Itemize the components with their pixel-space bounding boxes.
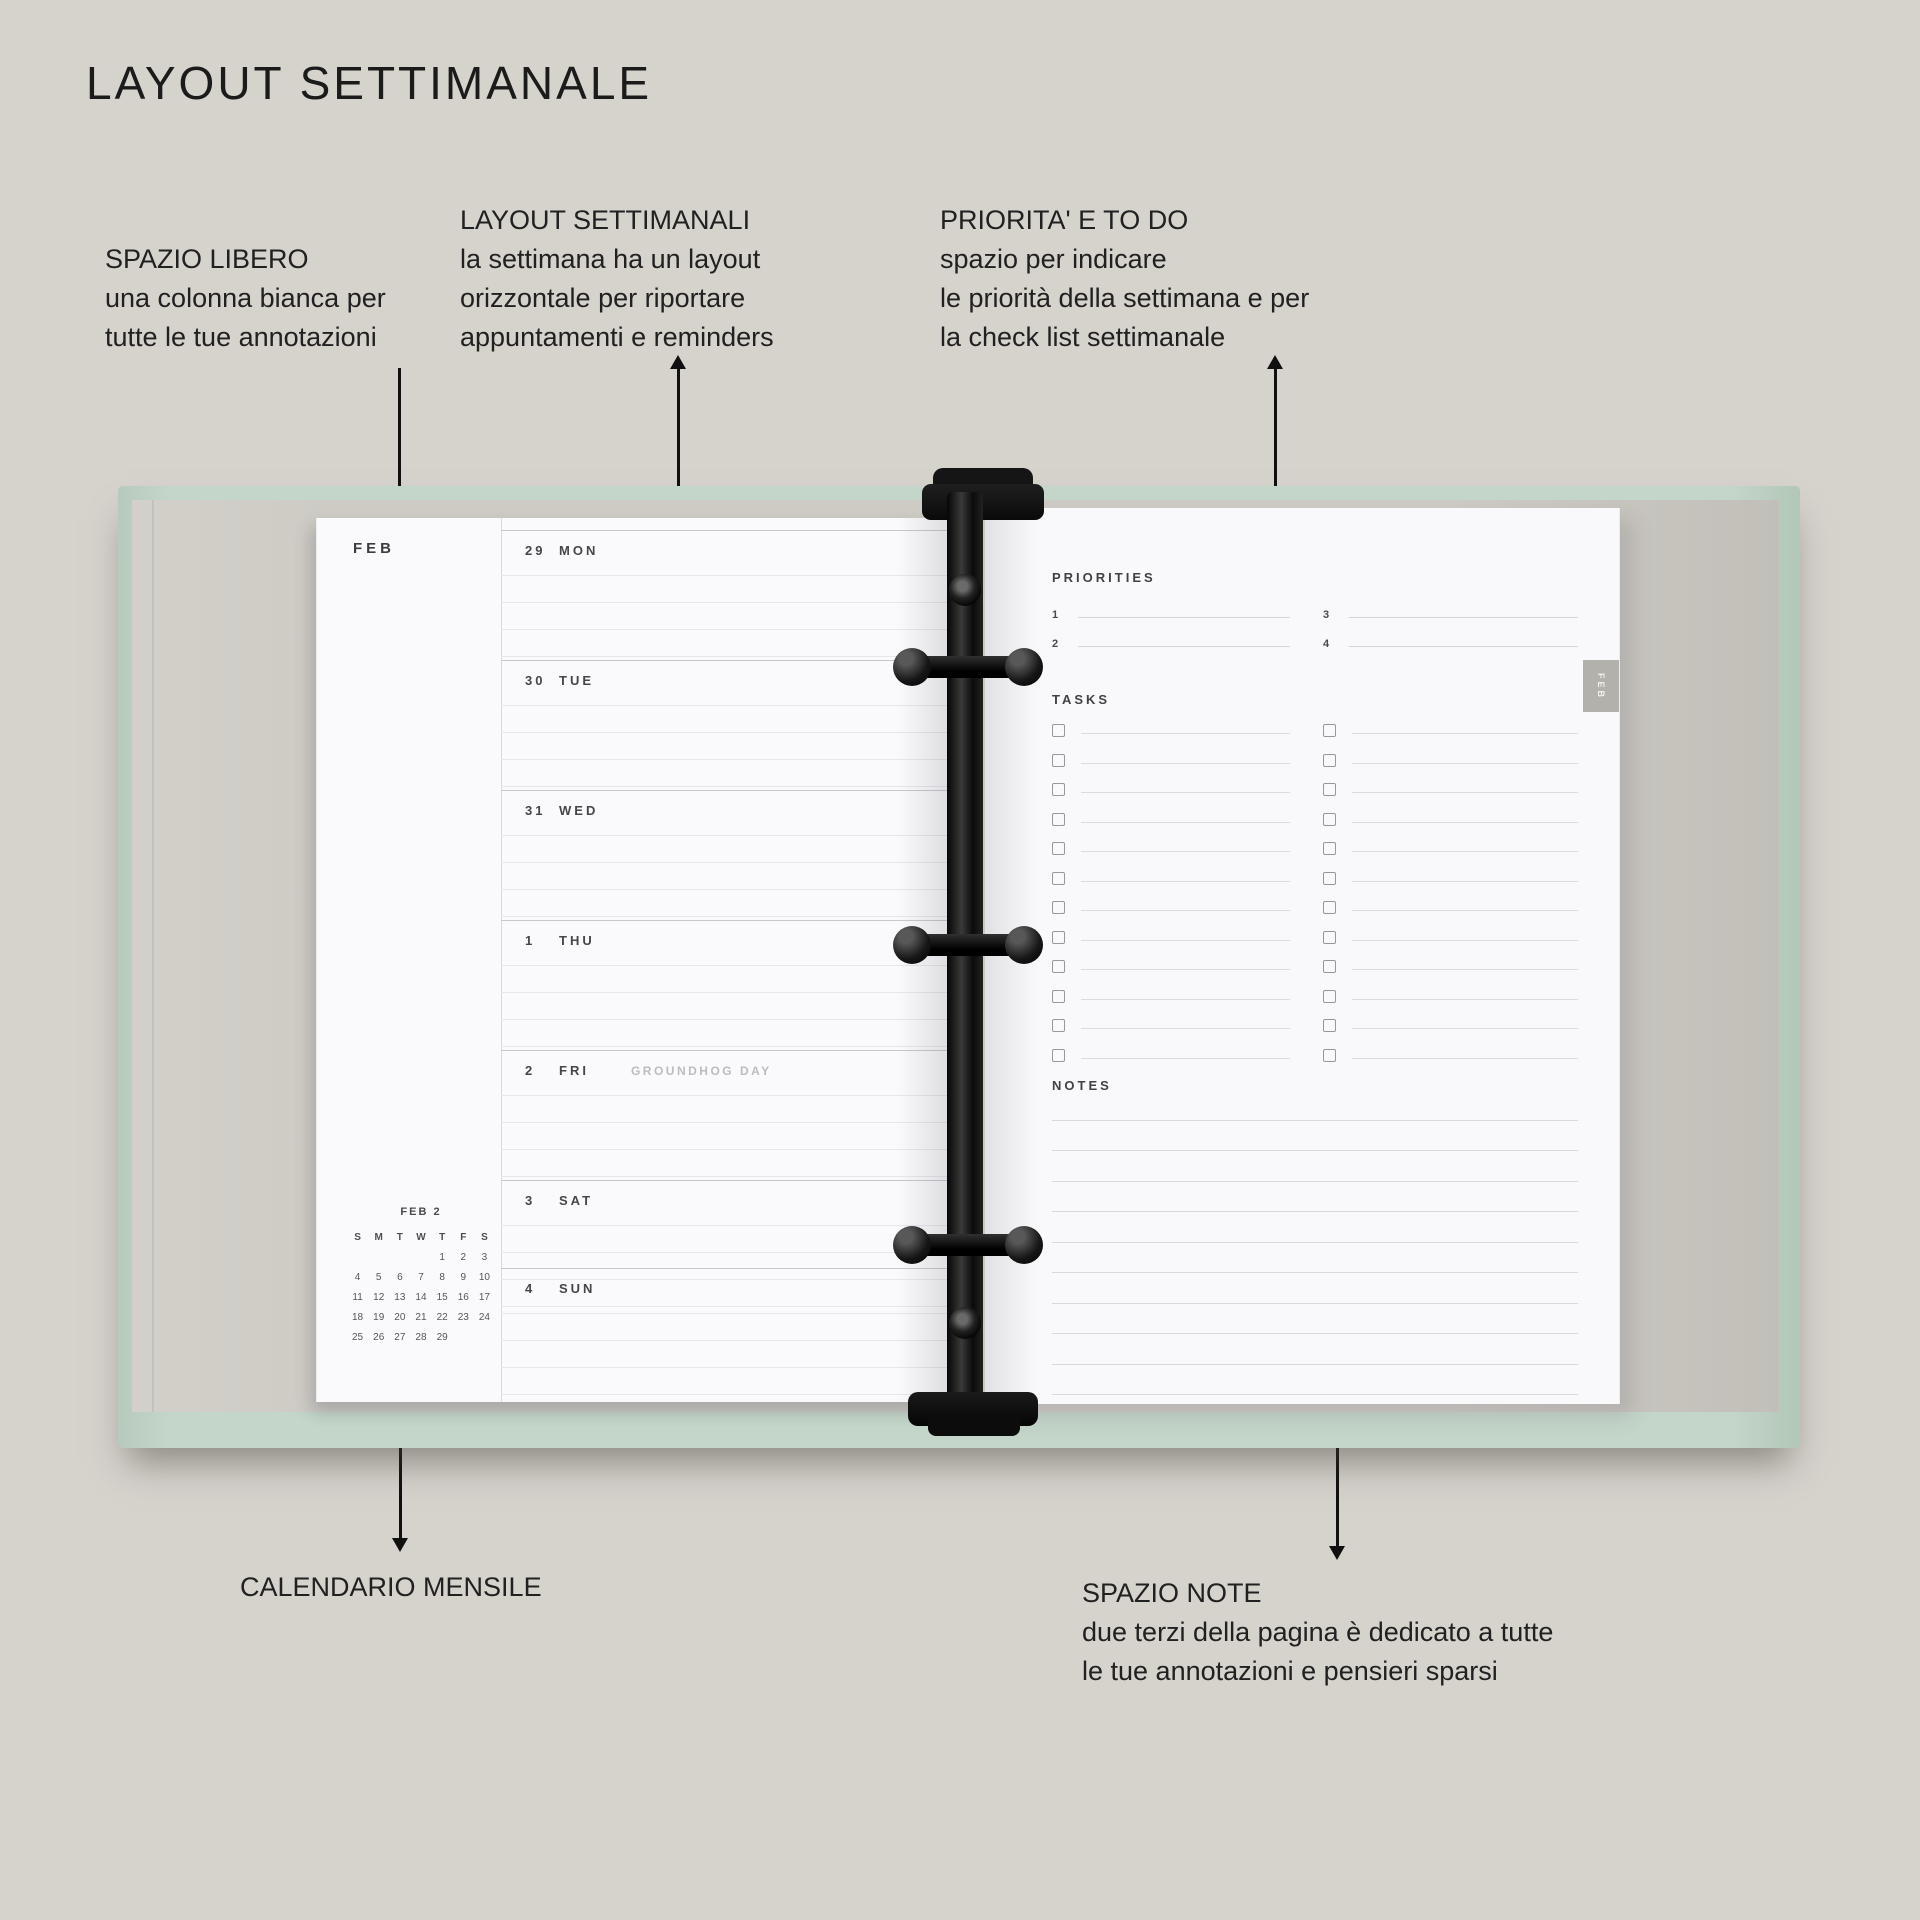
task-row xyxy=(1323,893,1578,923)
task-checkbox xyxy=(1323,960,1336,973)
task-row xyxy=(1052,864,1290,894)
task-line xyxy=(1081,940,1290,941)
task-row xyxy=(1052,775,1290,805)
priority-line xyxy=(1349,646,1578,647)
task-row xyxy=(1323,834,1578,864)
day-name: SAT xyxy=(559,1193,594,1208)
priority-number: 2 xyxy=(1052,637,1059,650)
mini-calendar-cell: 1 xyxy=(439,1251,445,1263)
day-rule-line xyxy=(501,1367,948,1368)
day-rule-line xyxy=(501,629,948,630)
mini-calendar-day-header: W xyxy=(416,1231,426,1243)
task-line xyxy=(1081,999,1290,1000)
task-checkbox xyxy=(1052,783,1065,796)
mini-calendar-cell: 24 xyxy=(478,1311,490,1323)
task-checkbox xyxy=(1052,1049,1065,1062)
binder-ring xyxy=(897,1234,1039,1256)
task-line xyxy=(1081,763,1290,764)
day-rule-line xyxy=(501,1149,948,1150)
day-name: FRI xyxy=(559,1063,589,1078)
task-line xyxy=(1081,822,1290,823)
task-row xyxy=(1323,1011,1578,1041)
task-checkbox xyxy=(1052,724,1065,737)
task-row xyxy=(1323,952,1578,982)
day-rule-line xyxy=(501,786,948,787)
task-row xyxy=(1052,893,1290,923)
annotation-line: la settimana ha un layout xyxy=(460,244,761,274)
priority-row xyxy=(1052,600,1290,629)
mini-calendar-cell: 5 xyxy=(375,1271,382,1283)
mini-calendar-title: FEB 2 xyxy=(400,1206,442,1218)
notes-rule-line xyxy=(1052,1273,1578,1304)
task-row xyxy=(1323,805,1578,835)
task-checkbox xyxy=(1052,872,1065,885)
day-number: 4 xyxy=(525,1281,536,1296)
mini-calendar-grid xyxy=(347,1227,495,1347)
day-rule-line xyxy=(501,965,948,966)
priority-number: 1 xyxy=(1052,608,1059,621)
priority-line xyxy=(1349,617,1578,618)
day-number: 1 xyxy=(525,933,536,948)
task-row xyxy=(1052,716,1290,746)
task-row xyxy=(1323,1041,1578,1071)
month-tab-label: FEB xyxy=(1596,672,1606,700)
task-row xyxy=(1323,982,1578,1012)
tasks-column-1 xyxy=(1052,716,1290,1070)
task-line xyxy=(1352,910,1578,911)
mini-calendar-cell: 18 xyxy=(352,1311,364,1323)
day-block xyxy=(501,530,948,661)
task-checkbox xyxy=(1323,931,1336,944)
task-checkbox xyxy=(1052,842,1065,855)
spine-screw xyxy=(949,574,981,606)
day-name: THU xyxy=(559,933,595,948)
task-line xyxy=(1352,792,1578,793)
day-name: TUE xyxy=(559,673,594,688)
task-row xyxy=(1052,1011,1290,1041)
mini-calendar-cell: 8 xyxy=(439,1271,445,1283)
task-checkbox xyxy=(1323,842,1336,855)
task-line xyxy=(1352,969,1578,970)
annotation-line: due terzi della pagina è dedicato a tutte xyxy=(1082,1617,1554,1647)
task-line xyxy=(1352,999,1578,1000)
day-rule-line xyxy=(501,732,948,733)
annotation-spazio-libero xyxy=(105,240,386,357)
mini-calendar-day-header: M xyxy=(374,1231,383,1243)
priority-number: 4 xyxy=(1323,637,1330,650)
task-line xyxy=(1352,851,1578,852)
notes-rule-line xyxy=(1052,1304,1578,1335)
day-rule-line xyxy=(501,1340,948,1341)
day-rule-line xyxy=(501,759,948,760)
priority-number: 3 xyxy=(1323,608,1330,621)
day-rule-line xyxy=(501,575,948,576)
annotation-heading: SPAZIO NOTE xyxy=(1082,1578,1262,1608)
day-number: 29 xyxy=(525,543,546,558)
task-line xyxy=(1352,881,1578,882)
arrow-down-icon xyxy=(1329,1546,1345,1560)
day-name: WED xyxy=(559,803,599,818)
priority-row xyxy=(1323,629,1578,658)
priorities-label: PRIORITIES xyxy=(1052,570,1156,585)
task-line xyxy=(1081,881,1290,882)
binder-ring xyxy=(897,934,1039,956)
arrow-down-icon xyxy=(392,1538,408,1552)
notes-label: NOTES xyxy=(1052,1078,1112,1093)
task-line xyxy=(1352,940,1578,941)
annotation-line: spazio per indicare xyxy=(940,244,1167,274)
task-checkbox xyxy=(1052,901,1065,914)
annotation-heading: SPAZIO LIBERO xyxy=(105,244,309,274)
mini-calendar-cell: 3 xyxy=(481,1251,488,1263)
task-line xyxy=(1352,763,1578,764)
day-label xyxy=(525,543,598,558)
notes-rule-line xyxy=(1052,1182,1578,1213)
task-row xyxy=(1052,805,1290,835)
mini-calendar-cell: 4 xyxy=(354,1271,361,1283)
day-rule-line xyxy=(501,835,948,836)
task-checkbox xyxy=(1323,901,1336,914)
page-title: LAYOUT SETTIMANALE xyxy=(86,57,653,109)
notes-rule-line xyxy=(1052,1365,1578,1396)
task-row xyxy=(1323,864,1578,894)
day-rule-line xyxy=(501,1176,948,1177)
task-line xyxy=(1081,910,1290,911)
mini-calendar-cell: 29 xyxy=(436,1331,448,1343)
day-rule-line xyxy=(501,916,948,917)
day-number: 31 xyxy=(525,803,546,818)
annotation-line: le tue annotazioni e pensieri sparsi xyxy=(1082,1656,1498,1686)
task-row xyxy=(1323,775,1578,805)
day-rule-line xyxy=(501,992,948,993)
mini-calendar-cell: 10 xyxy=(478,1271,490,1283)
mini-calendar-cell: 23 xyxy=(457,1311,469,1323)
tasks-label: TASKS xyxy=(1052,692,1111,707)
mini-calendar-day-header: T xyxy=(396,1231,403,1243)
task-checkbox xyxy=(1323,724,1336,737)
mini-calendar-day-header: F xyxy=(460,1231,467,1243)
priority-line xyxy=(1078,617,1290,618)
binder-crease xyxy=(152,500,154,1412)
notes-lines xyxy=(1052,1090,1578,1395)
task-checkbox xyxy=(1052,990,1065,1003)
task-checkbox xyxy=(1052,813,1065,826)
task-checkbox xyxy=(1052,1019,1065,1032)
task-row xyxy=(1323,746,1578,776)
mini-calendar-cell: 13 xyxy=(394,1291,406,1303)
day-block xyxy=(501,1050,948,1181)
mini-calendar-cell: 9 xyxy=(460,1271,467,1283)
day-rule-line xyxy=(501,1046,948,1047)
mini-calendar-cell: 26 xyxy=(373,1331,385,1343)
mini-calendar-cell: 17 xyxy=(478,1291,490,1303)
mini-calendar xyxy=(347,1206,495,1347)
task-line xyxy=(1352,1028,1578,1029)
annotation-heading: LAYOUT SETTIMANALI xyxy=(460,205,751,235)
day-label xyxy=(525,1063,772,1078)
day-rule-line xyxy=(501,705,948,706)
task-line xyxy=(1081,733,1290,734)
day-number: 30 xyxy=(525,673,546,688)
priorities-column-2 xyxy=(1323,600,1578,658)
task-checkbox xyxy=(1323,813,1336,826)
day-rule-line xyxy=(501,1252,948,1253)
annotation-line: appuntamenti e reminders xyxy=(460,322,774,352)
day-block xyxy=(501,660,948,791)
task-row xyxy=(1052,746,1290,776)
annotation-line: le priorità della settimana e per xyxy=(940,283,1310,313)
day-label xyxy=(525,1281,595,1296)
day-label xyxy=(525,1193,593,1208)
day-block xyxy=(501,920,948,1051)
mini-calendar-cell: 20 xyxy=(394,1311,406,1323)
annotation-line: orizzontale per riportare xyxy=(460,283,746,313)
mini-calendar-cell: 6 xyxy=(397,1271,403,1283)
annotation-heading: PRIORITA' E TO DO xyxy=(940,205,1189,235)
task-checkbox xyxy=(1323,1049,1336,1062)
mini-calendar-cell: 21 xyxy=(415,1311,427,1323)
annotation-spazio-note xyxy=(1082,1574,1553,1691)
mini-calendar-cell: 19 xyxy=(373,1311,385,1323)
spine-screw xyxy=(949,1307,981,1339)
notes-rule-line xyxy=(1052,1121,1578,1152)
task-line xyxy=(1081,792,1290,793)
day-rule-line xyxy=(501,1225,948,1226)
day-rule-line xyxy=(501,602,948,603)
mini-calendar-cell: 27 xyxy=(394,1331,406,1343)
day-rule-line xyxy=(501,889,948,890)
mini-calendar-day-header: S xyxy=(481,1231,488,1243)
month-tab xyxy=(1583,660,1619,712)
left-page xyxy=(316,518,948,1402)
day-note: GROUNDHOG DAY xyxy=(630,1064,772,1078)
annotation-layout-settimanali xyxy=(460,201,774,357)
task-line xyxy=(1081,969,1290,970)
task-checkbox xyxy=(1323,872,1336,885)
binder-spine xyxy=(947,492,983,1420)
annotation-line: la check list settimanale xyxy=(940,322,1226,352)
task-line xyxy=(1352,733,1578,734)
mini-calendar-cell: 7 xyxy=(418,1271,424,1283)
annotation-line: tutte le tue annotazioni xyxy=(105,322,377,352)
day-rule-line xyxy=(501,1095,948,1096)
mini-calendar-cell: 22 xyxy=(436,1311,448,1323)
task-checkbox xyxy=(1052,931,1065,944)
annotation-heading: CALENDARIO MENSILE xyxy=(240,1572,542,1602)
day-rule-line xyxy=(501,656,948,657)
task-line xyxy=(1352,1058,1578,1059)
mini-calendar-day-header: S xyxy=(354,1231,361,1243)
day-rule-line xyxy=(501,1019,948,1020)
task-checkbox xyxy=(1323,783,1336,796)
task-row xyxy=(1052,982,1290,1012)
mini-calendar-cell: 28 xyxy=(415,1331,427,1343)
day-label xyxy=(525,673,594,688)
notes-rule-line xyxy=(1052,1243,1578,1274)
annotation-line: una colonna bianca per xyxy=(105,283,386,313)
day-label xyxy=(525,803,598,818)
day-rule-line xyxy=(501,1313,948,1314)
mini-calendar-cell: 15 xyxy=(436,1291,448,1303)
right-page xyxy=(985,508,1620,1404)
arrow-up-icon xyxy=(1267,355,1283,369)
task-checkbox xyxy=(1323,990,1336,1003)
mini-calendar-cell: 14 xyxy=(415,1291,427,1303)
day-number: 3 xyxy=(525,1193,536,1208)
task-checkbox xyxy=(1323,1019,1336,1032)
mini-calendar-cell: 2 xyxy=(460,1251,467,1263)
priority-row xyxy=(1052,629,1290,658)
mini-calendar-cell: 11 xyxy=(352,1291,363,1303)
day-name: MON xyxy=(559,543,599,558)
task-row xyxy=(1323,923,1578,953)
mini-calendar-cell: 25 xyxy=(352,1331,364,1343)
mini-calendar-day-header: T xyxy=(439,1231,446,1243)
day-rule-line xyxy=(501,862,948,863)
day-rule-line xyxy=(501,1122,948,1123)
task-line xyxy=(1081,851,1290,852)
annotation-calendario-mensile xyxy=(240,1568,542,1607)
task-checkbox xyxy=(1052,754,1065,767)
day-number: 2 xyxy=(525,1063,536,1078)
month-label: FEB xyxy=(353,540,395,557)
mini-calendar-cell: 16 xyxy=(457,1291,469,1303)
task-row xyxy=(1052,952,1290,982)
priorities-column-1 xyxy=(1052,600,1290,658)
tasks-column-2 xyxy=(1323,716,1578,1070)
task-line xyxy=(1081,1058,1290,1059)
arrow-up-icon xyxy=(670,355,686,369)
spine-clamp-bottom xyxy=(928,1412,1020,1436)
task-row xyxy=(1052,923,1290,953)
task-line xyxy=(1081,1028,1290,1029)
binder-ring xyxy=(897,656,1039,678)
notes-rule-line xyxy=(1052,1212,1578,1243)
day-name: SUN xyxy=(559,1281,596,1296)
spine-clamp-top xyxy=(922,484,1044,520)
notes-rule-line xyxy=(1052,1334,1578,1365)
day-block xyxy=(501,1268,948,1403)
notes-rule-line xyxy=(1052,1151,1578,1182)
priority-row xyxy=(1323,600,1578,629)
task-checkbox xyxy=(1052,960,1065,973)
mini-calendar-cell: 12 xyxy=(373,1291,385,1303)
day-label xyxy=(525,933,595,948)
task-row xyxy=(1323,716,1578,746)
day-rule-line xyxy=(501,1394,948,1395)
day-block xyxy=(501,790,948,921)
task-row xyxy=(1052,1041,1290,1071)
task-checkbox xyxy=(1323,754,1336,767)
priority-line xyxy=(1078,646,1290,647)
task-row xyxy=(1052,834,1290,864)
notes-rule-line xyxy=(1052,1090,1578,1121)
annotation-priorita-e-to-do xyxy=(940,201,1309,357)
task-line xyxy=(1352,822,1578,823)
